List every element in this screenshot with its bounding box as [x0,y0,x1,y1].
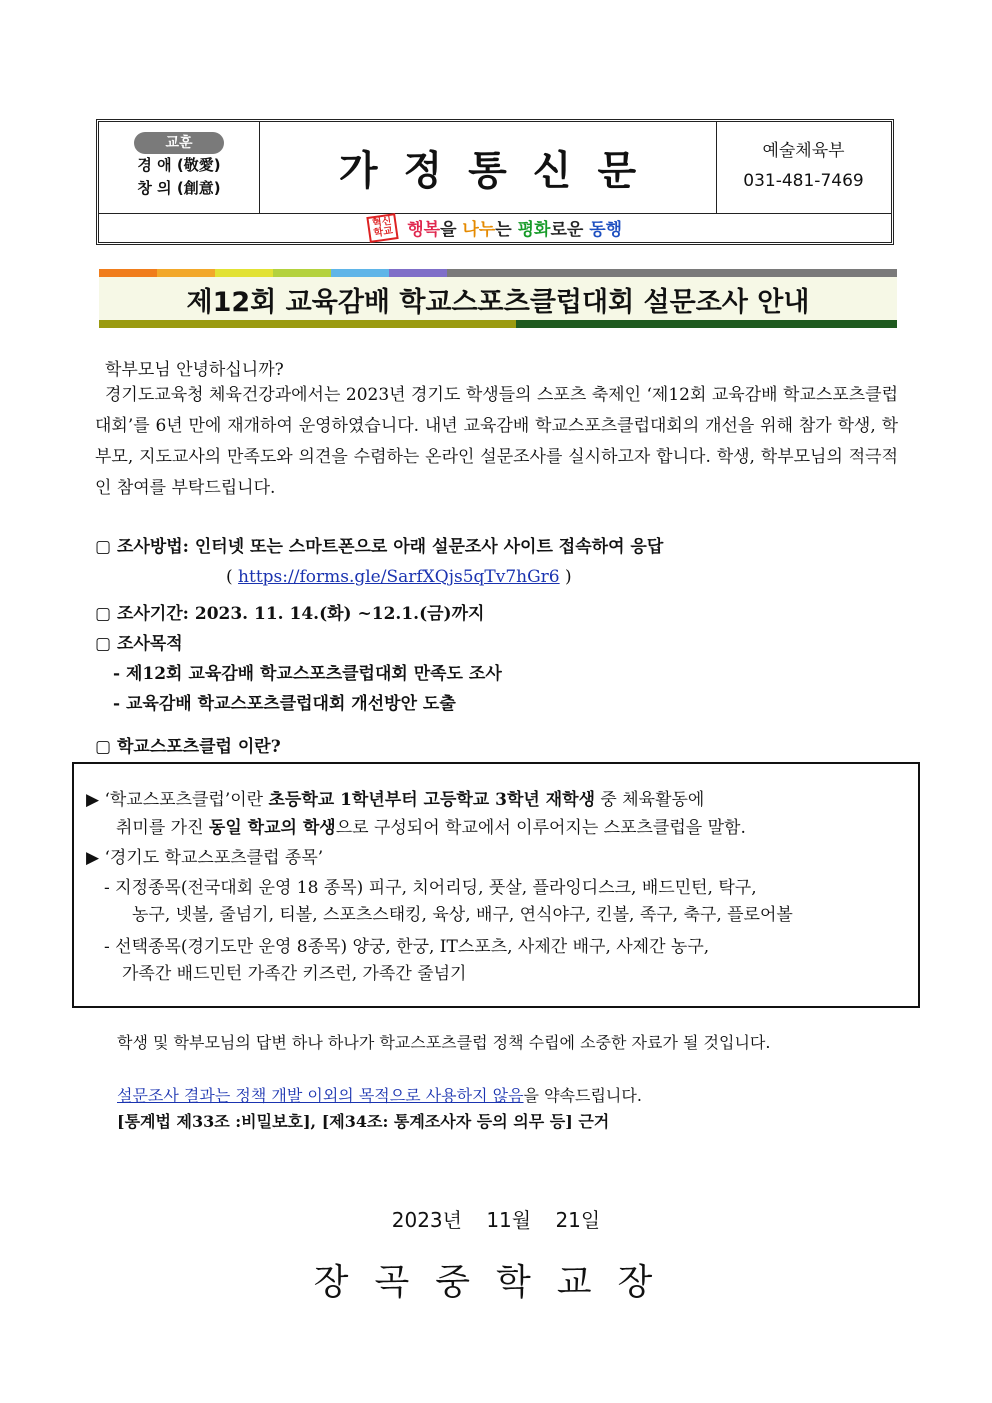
slogan-segment: 을 [440,220,463,240]
sports-club-info-box [72,762,920,1008]
notice-title: 제12회 교육감배 학교스포츠클럽대회 설문조사 안내 [186,286,810,318]
info-line-2: 취미를 가진 동일 학교의 학생으로 구성되어 학교에서 이루어지는 스포츠클럽을 말함. [116,818,746,838]
motto-line-1: 경 애 (敬愛) [137,156,221,174]
footer-line-3: [통계법 제33조 :비밀보호], [제34조: 통계조사자 등의 의무 등] 근거 [117,1112,610,1131]
survey-period: ▢ 조사기간: 2023. 11. 14.(화) ~12.1.(금)까지 [95,604,485,624]
dept-phone: 031-481-7469 [743,171,864,191]
color-bar-segment [447,269,897,277]
slogan-segment: 행복 [407,220,441,240]
slogan-segment: 나누 [462,220,496,240]
innovation-school-stamp-icon: 혁신 학교 [366,213,399,243]
info-line-1: ▶ ‘학교스포츠클럽’이란 초등학교 1학년부터 고등학교 3학년 재학생 중 체육활동에 [86,790,705,810]
survey-link-line: ( https://forms.gle/SarfXQjs5qTv7hGr6 ) [226,567,572,587]
header-table [96,119,894,245]
survey-purpose-1: - 제12회 교육감배 학교스포츠클럽대회 만족도 조사 [113,664,502,684]
privacy-promise: 설문조사 결과는 정책 개발 이외의 목적으로 사용하지 않음 [117,1086,524,1105]
color-bar-segment [516,320,897,328]
title-cell [259,122,717,213]
color-bar-segment [273,269,331,277]
slogan-row [99,213,891,242]
header-top-row [99,122,891,214]
footer-line-2: 설문조사 결과는 정책 개발 이외의 목적으로 사용하지 않음을 약속드립니다. [117,1086,642,1105]
slogan-segment: 로운 [550,220,590,240]
school-motto [99,122,260,213]
banner-bottom-color-bar [99,320,897,328]
slogan-segment: 동행 [589,220,623,240]
slogan-segment: 평화 [517,220,551,240]
intro-body: 경기도교육청 체육건강과에서는 2023년 경기도 학생들의 스포츠 축제인 ‘제12회 교육감배 학교스포츠클럽대회’를 6년 만에 재개하여 운영하였습니다. 내년 교육감배 학교스포츠클럽대회의 개선을 위해 참가 학생, 학부모, 지도교사의 만족도와 의견을 수렴하는 온라인 설문조사를 실시하고자 합니다. 학생, 학부모님의 적극적인 참여를 부탁드립니다. [95,385,898,498]
page-title: 가정통신문 [338,148,663,194]
info-line-4: - 지정종목(전국대회 운영 18 종목) 피구, 치어리딩, 풋살, 플라잉디스크, 배드민턴, 탁구, [104,878,757,898]
footer-line-1: 학생 및 학부모님의 답변 하나 하나가 학교스포츠클럽 정책 수립에 소중한 자료가 될 것입니다. [117,1033,771,1052]
color-bar-segment [99,269,157,277]
survey-method: ▢ 조사방법: 인터넷 또는 스마트폰으로 아래 설문조사 사이트 접속하여 응답 [95,537,664,557]
color-bar-segment [99,320,516,328]
color-bar-segment [331,269,389,277]
notice-title-banner [99,277,897,321]
survey-purpose: ▢ 조사목적 [95,634,183,654]
motto-badge: 교훈 [134,132,224,154]
survey-link[interactable]: https://forms.gle/SarfXQjs5qTv7hGr6 [238,567,560,587]
issue-date: 2023년 11월 21일 [391,1208,601,1232]
info-line-7: 가족간 배드민턴 가족간 키즈런, 가족간 줄넘기 [122,964,467,984]
principal-signature: 장곡중학교장 [313,1262,679,1303]
dept-cell [716,122,891,213]
banner-top-color-bar [99,269,897,277]
dept-name: 예술체육부 [762,141,845,161]
color-bar-segment [215,269,273,277]
info-line-6: - 선택종목(경기도만 운영 8종목) 양궁, 한궁, IT스포츠, 사제간 배구, 사제간 농구, [104,937,710,957]
motto-line-2: 창 의 (創意) [137,179,221,197]
greeting: 학부모님 안녕하십니까? [105,360,284,380]
slogan-segment: 는 [495,220,518,240]
color-bar-segment [389,269,447,277]
info-line-3: ▶ ‘경기도 학교스포츠클럽 종목’ [86,848,324,868]
info-line-5: 농구, 넷볼, 줄넘기, 티볼, 스포츠스태킹, 육상, 배구, 연식야구, 킨볼, 족구, 축구, 플로어볼 [132,905,793,925]
slogan [407,215,622,240]
color-bar-segment [157,269,215,277]
survey-purpose-2: - 교육감배 학교스포츠클럽대회 개선방안 도출 [113,694,456,714]
school-sports-club-heading: ▢ 학교스포츠클럽 이란? [95,737,281,757]
